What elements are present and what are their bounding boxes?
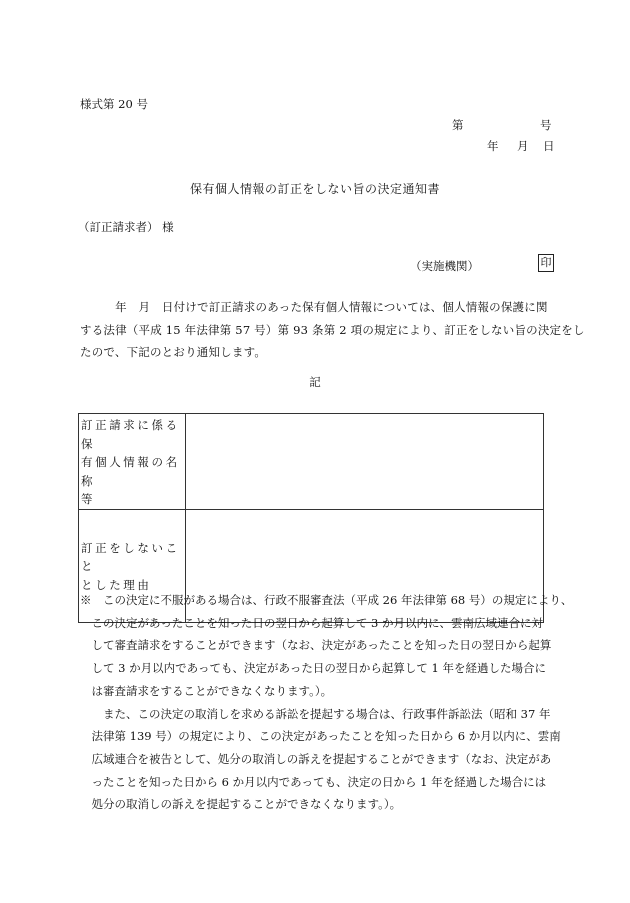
- body-paragraph: [80, 296, 585, 364]
- note-line: この決定があったことを知った日の翌日から起算して 3 か月以内に、雲南広域連合に対: [80, 615, 544, 630]
- notes-section: [80, 589, 573, 816]
- note-line: また、この決定の取消しを求める訴訟を提起する場合は、行政事件訴訟法（昭和 37 年: [80, 706, 551, 721]
- number-prefix: 第: [452, 118, 464, 132]
- note-line: は審査請求をすることができなくなります。）。: [80, 683, 333, 698]
- label-line: 有個人情報の名称: [81, 455, 180, 488]
- note-line: ※ この決定に不服がある場合は、行政不服審査法（平成 26 年法律第 68 号）の規定により、: [80, 593, 573, 607]
- body-line: たので、下記のとおり通知します。: [80, 345, 267, 359]
- table-row: [79, 414, 544, 510]
- ki-heading: 記: [309, 375, 321, 389]
- addressee: （訂正請求者） 様: [78, 220, 174, 234]
- info-name-value: [186, 414, 544, 510]
- note-line: して審査請求をすることができます（なお、決定があったことを知った日の翌日から起算: [80, 638, 552, 653]
- document-title: 保有個人情報の訂正をしない旨の決定通知書: [189, 182, 440, 196]
- agency-label: （実施機関）: [410, 259, 479, 273]
- label-line: 訂正請求に係る保: [81, 418, 180, 451]
- note-line: 広域連合を被告として、処分の取消しの訴えを提起することができます（なお、決定があ: [80, 751, 552, 766]
- date-month: 月: [517, 139, 529, 153]
- date-day: 日: [543, 139, 555, 153]
- body-line: する法律（平成 15 年法律第 57 号）第 93 条第 2 項の規定により、訂正をしない旨の決定をし: [80, 322, 585, 337]
- seal-mark: 印: [538, 254, 554, 272]
- date-year: 年: [487, 139, 499, 153]
- note-line: ったことを知った日から 6 か月以内であっても、決定の日から 1 年を経過した場合には: [80, 774, 547, 789]
- note-line: して 3 か月以内であっても、決定があった日の翌日から起算して 1 年を経過した場合に: [80, 661, 547, 676]
- info-name-label: [79, 414, 186, 510]
- note-line: 処分の取消しの訴えを提起することができなくなります。）。: [80, 797, 402, 812]
- label-line: とした理由: [81, 577, 152, 592]
- body-line: 年 月 日付けで訂正請求のあった保有個人情報については、個人情報の保護に関: [80, 300, 548, 314]
- form-number: 様式第 20 号: [80, 97, 148, 111]
- label-line: 等: [81, 492, 96, 506]
- label-line: 訂正をしないこと: [81, 540, 180, 574]
- number-suffix: 号: [540, 118, 552, 132]
- note-line: 法律第 139 号）の規定により、この決定があったことを知った日から 6 か月以内に、雲南: [80, 729, 561, 744]
